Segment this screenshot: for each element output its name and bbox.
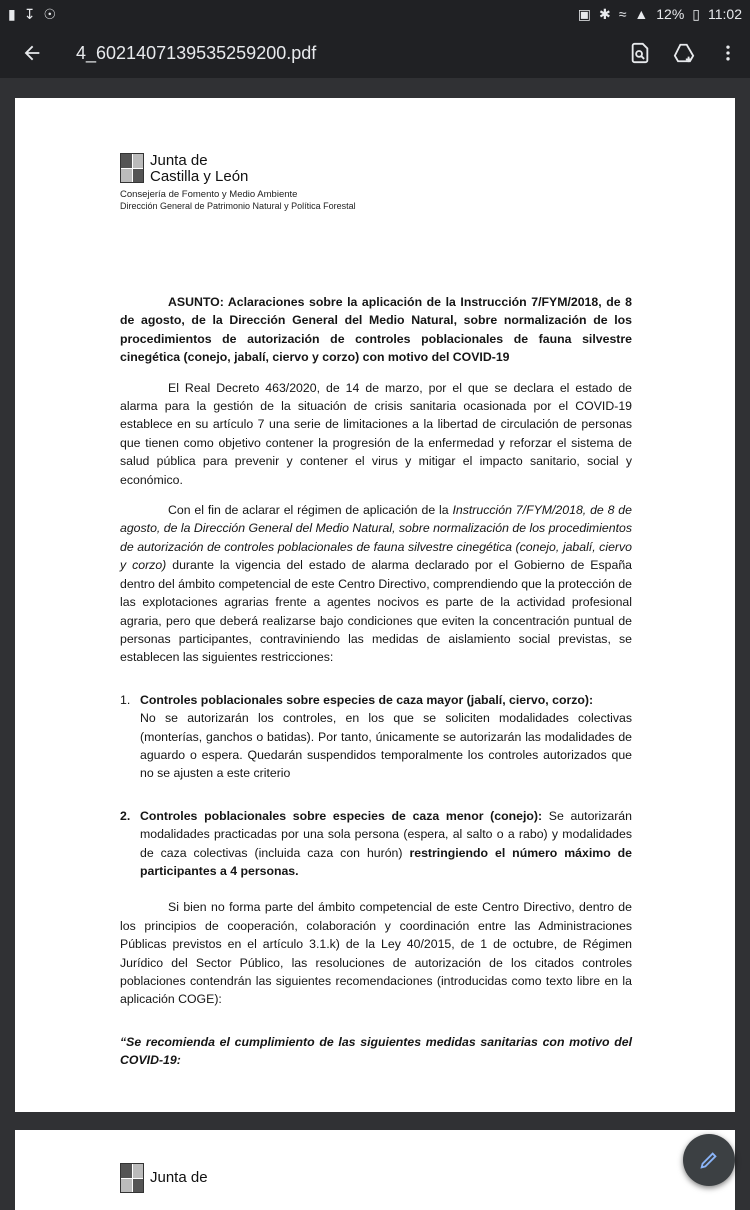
paragraph-real-decreto: El Real Decreto 463/2020, de 14 de marzo, por el que se declara el estado de alarma para la gestión de la situación de crisis sanitaria ocasionada por el COVID-19 establece en su artículo 7 una serie de limitaciones a la libertad de circulación de personas que tienen como objetivo contener la progresión de la enfermedad y reforzar el sistema de salud pública para prevenir y contener el virus y mitigar el impacto sanitario, social y económico.: [120, 380, 632, 487]
restriction-item-2: 2. Controles poblacionales sobre especies de caza menor (conejo): Se autorizarán modalidades practicadas por una sola persona (espera, al salto o a rabo) y modalidades de caza colectivas (incluida caza con hurón) restringiendo el número máximo de participantes a 4 personas.: [120, 808, 633, 878]
battery-icon: ▯: [692, 6, 700, 22]
search-button[interactable]: [618, 28, 662, 78]
add-to-drive-button[interactable]: [662, 28, 706, 78]
coat-of-arms-logo: [120, 153, 144, 183]
more-vert-icon: [718, 42, 738, 64]
drive-add-icon: [672, 42, 696, 64]
wifi-icon: ≈: [618, 6, 627, 22]
search-document-icon: [629, 42, 651, 64]
consejeria-line: Consejería de Fomento y Medio Ambiente: [120, 189, 298, 200]
back-arrow-icon: [21, 42, 43, 64]
paragraph-recomendaciones: Si bien no forma parte del ámbito competencial de este Centro Directivo, dentro de los principios de cooperación, colaboración y coordinación entre las Administraciones Públicas previstos en el artículo 3.1.k) de la Ley 40/2015, de 1 de octubre, de Régimen Jurídico del Sector Público, las resoluciones de autorización de los citados controles poblaciones contendrán las siguientes recomendaciones (introducidas como texto libre en la aplicación COGE):: [120, 900, 632, 1007]
file-name: 4_6021407139535259200.pdf: [76, 42, 317, 63]
notification-icon: ▮: [8, 6, 16, 22]
pdf-page-2: [15, 1130, 735, 1210]
direccion-line: Dirección General de Patrimonio Natural y Política Forestal: [120, 201, 356, 211]
bluetooth-icon: ✱: [598, 6, 611, 22]
coat-of-arms-logo: [120, 1163, 144, 1193]
signal-icon: ▲: [634, 6, 649, 22]
letterhead: [120, 153, 356, 211]
app-bar: [0, 28, 750, 78]
pdf-page-1: [15, 98, 735, 1112]
more-options-button[interactable]: [706, 28, 750, 78]
back-button[interactable]: [0, 28, 64, 78]
pencil-icon: [698, 1149, 720, 1171]
sync-icon: ☉: [43, 6, 57, 22]
clock: 11:02: [708, 6, 742, 22]
battery-level: 12%: [656, 6, 685, 22]
edit-fab-button[interactable]: [683, 1134, 735, 1186]
lock-icon: ▣: [577, 6, 591, 22]
download-icon: ↧: [23, 6, 36, 22]
org-name: Junta de Castilla y León: [150, 152, 249, 185]
paragraph-aclaracion: Con el fin de aclarar el régimen de aplicación de la Instrucción 7/FYM/2018, de 8 de agosto, de la Dirección General del Medio Natural, sobre normalización de los procedimientos de autorización de controles poblacionales de fauna silvestre cinegética (conejo, jabalí, ciervo y corzo) durante la vigencia del estado de alarma declarado por el Gobierno de España dentro del ámbito competencial de este Centro Directivo, comprendiendo que la protección de las explotaciones agrarias frente a agentes nocivos es parte de la actividad profesional agraria, pero que deberá realizarse bajo condiciones que eviten la concentración puntual de personas participantes, contraviniendo las medidas de aislamiento social previstas, se establecen las siguientes restricciones:: [120, 503, 633, 665]
status-bar: [0, 0, 750, 28]
page2-letterhead: Junta de: [120, 1163, 208, 1193]
pdf-viewer[interactable]: [0, 78, 750, 1200]
quote-medidas-sanitarias: “Se recomienda el cumplimiento de las siguientes medidas sanitarias con motivo del COVID-19:: [120, 1034, 632, 1068]
restriction-item-1: 1. Controles poblacionales sobre especies de caza mayor (jabalí, ciervo, corzo): No se autorizarán los controles, en los que se soliciten modalidades colectivas (monterías, ganchos o batidas). Por tanto, únicamente se autorizarán las modalidades de aguardo o espera. Quedarán suspendidos temporalmente los controles autorizados que no se ajusten a este criterio: [120, 692, 632, 781]
asunto-paragraph: ASUNTO: Aclaraciones sobre la aplicación de la Instrucción 7/FYM/2018, de 8 de agosto, de la Dirección General del Medio Natural, sobre normalización de los procedimientos de autorización de controles poblacionales de fauna silvestre cinegética (conejo, jabalí, ciervo y corzo) con motivo del COVID-19: [120, 295, 632, 365]
document-body: [120, 293, 632, 1070]
